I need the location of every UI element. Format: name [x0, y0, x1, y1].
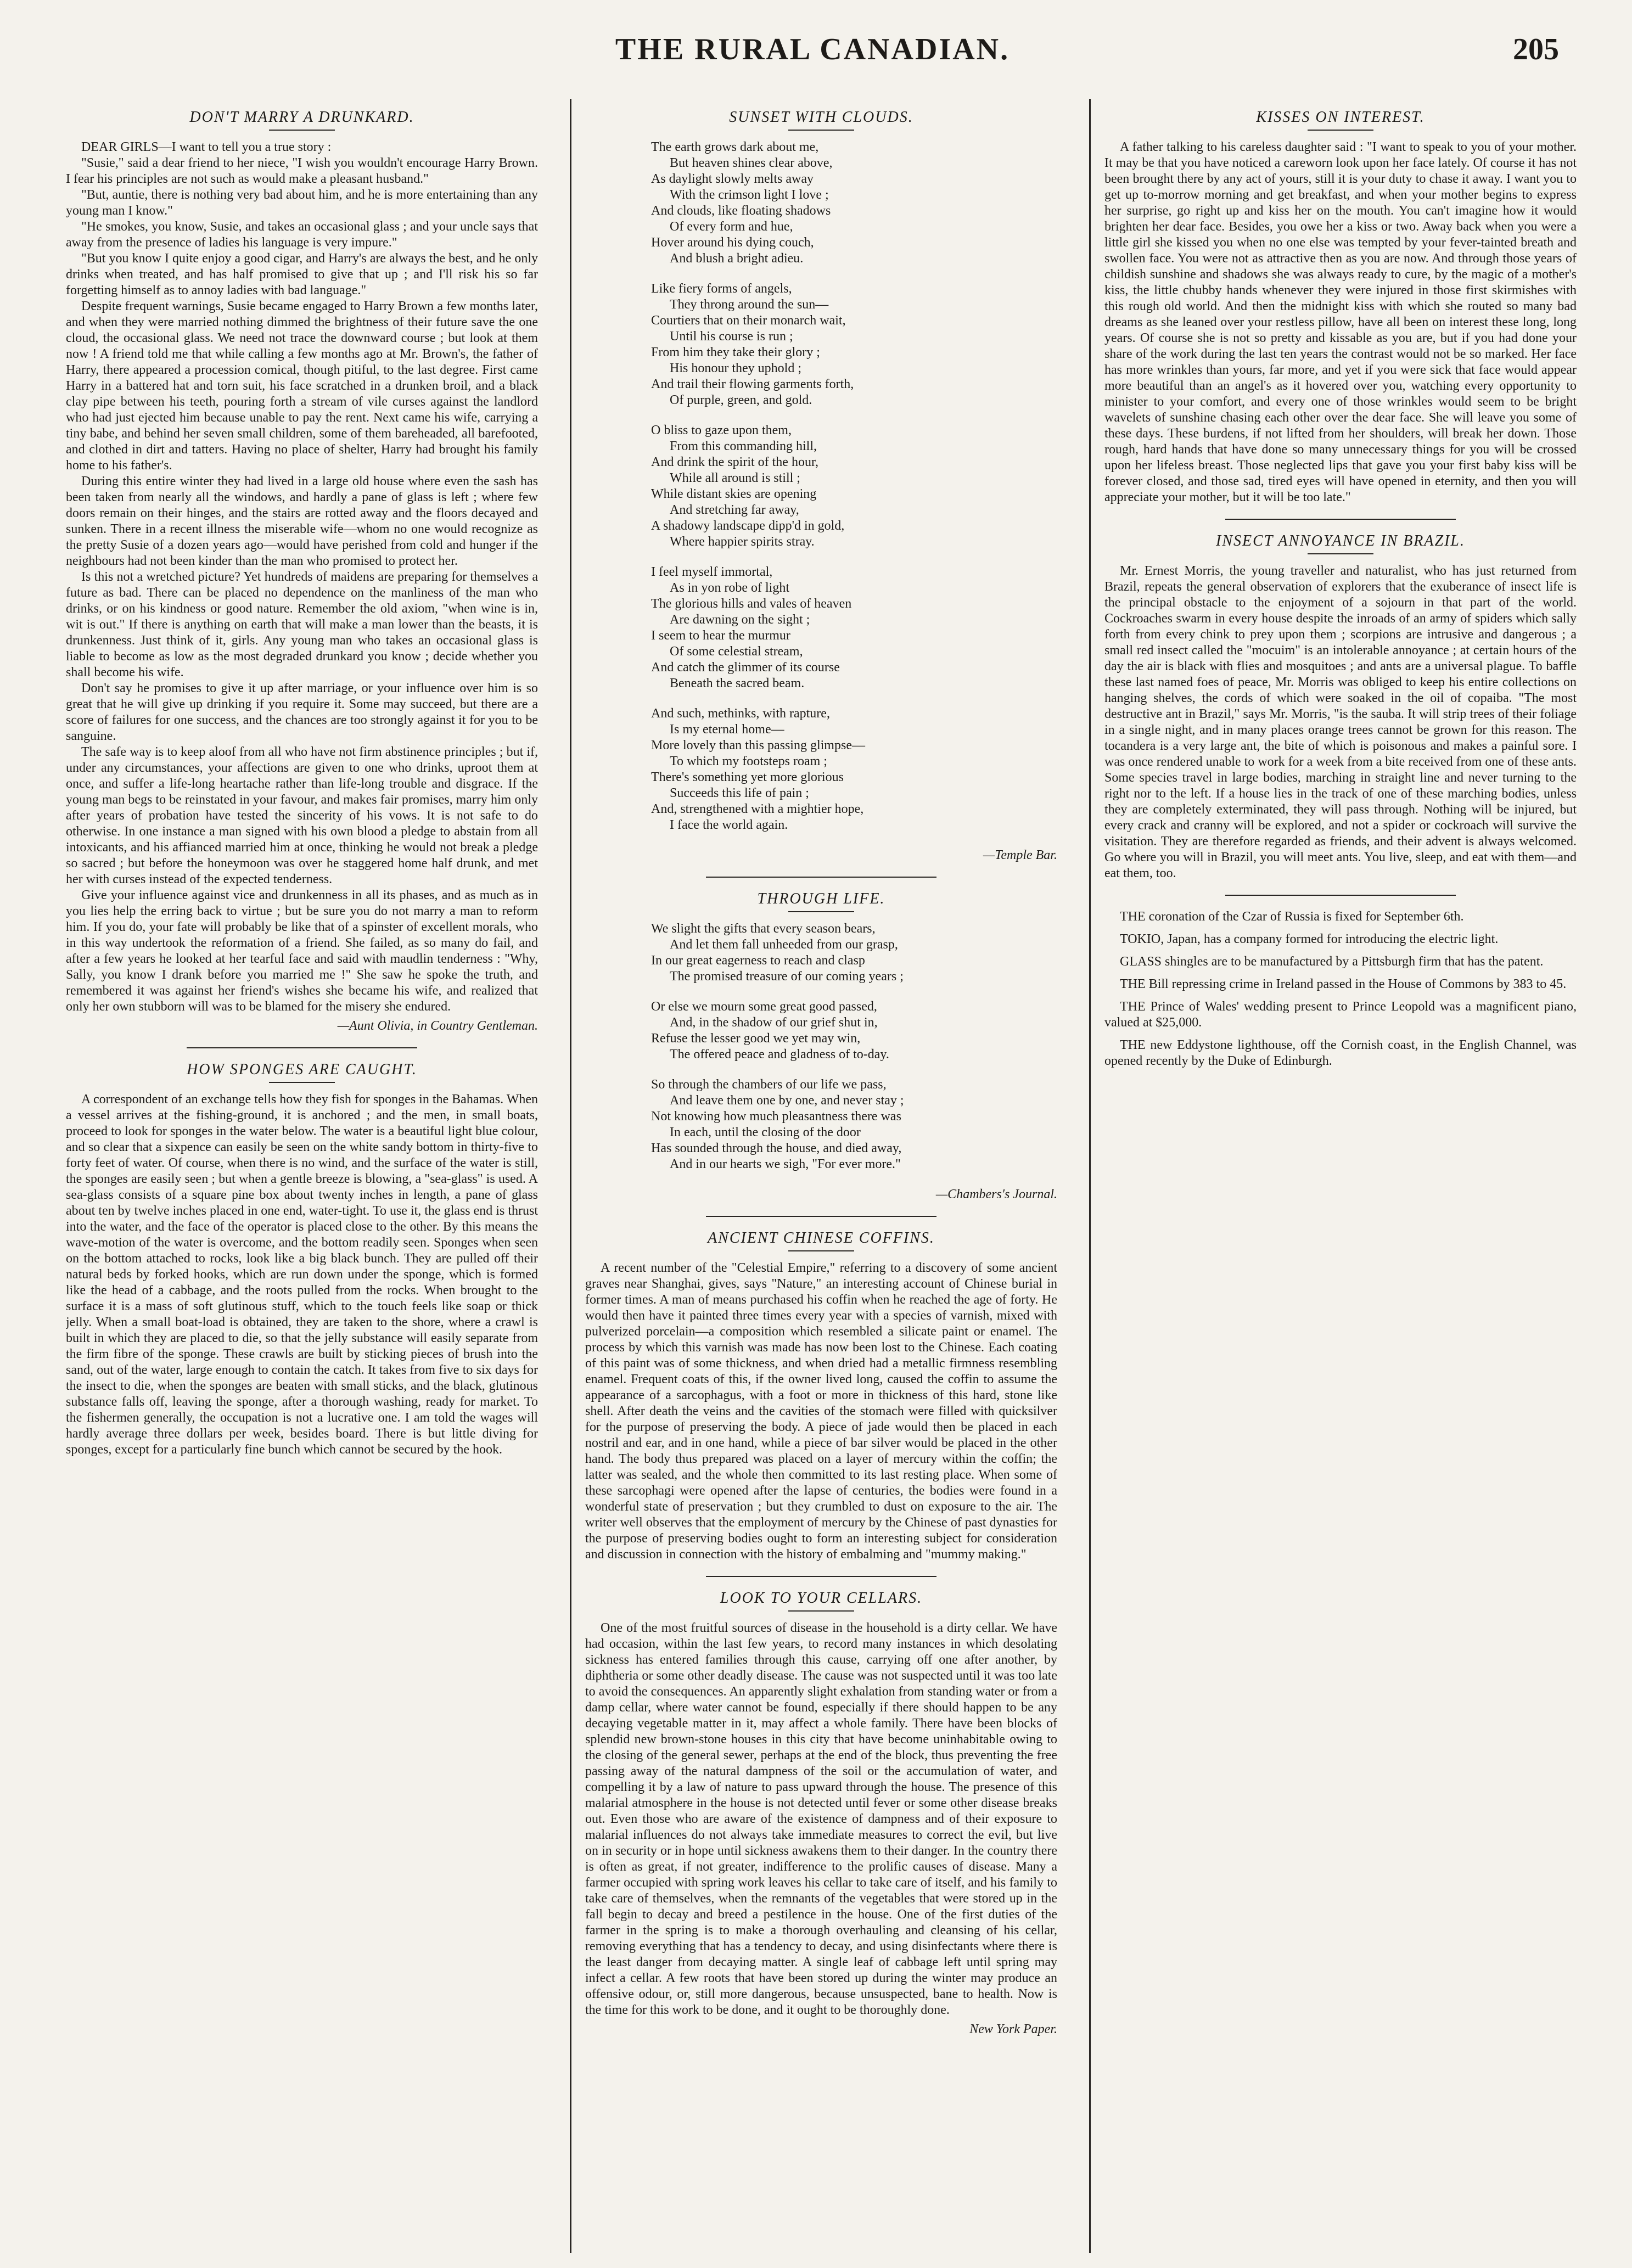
- column-rule: [1089, 99, 1091, 2253]
- poem-line: And stretching far away,: [670, 503, 799, 517]
- poem-line: More lovely than this passing glimpse—: [651, 738, 865, 753]
- paragraph: "But, auntie, there is nothing very bad about him, and he is more entertaining than any young man I know.": [66, 188, 538, 218]
- paragraph: Despite frequent warnings, Susie became engaged to Harry Brown a few months later, and when they were married nothing dimmed the brightness of their future save the one cloud, the occasional glass. We need not trace the downward course ; but look at them now ! A friend told me that while calling a few months ago at Mr. Brown's, the father of Harry, there appeared a procession comical, though pitiful, to the last degree. First came Harry in a battered hat and torn suit, his face scratched in a drunken broil, and a black clay pipe between his teeth, pouring forth a stream of vile curses against the landlord who had just ejected him because unable to pay the rent. Next came his wife, carrying a tiny babe, and behind her seven small children, some of them bareheaded, all barefooted, and clothed in dirt and tatters. Having no place of shelter, Harry had brought his family home to his father's.: [66, 299, 538, 473]
- poem-line: Until his course is run ;: [670, 329, 793, 344]
- divider: [788, 130, 854, 131]
- poem-line: While all around is still ;: [670, 471, 800, 485]
- poem-line: There's something yet more glorious: [651, 770, 844, 784]
- source-credit: —Chambers's Journal.: [935, 1187, 1057, 1202]
- article-title: THROUGH LIFE.: [757, 890, 885, 907]
- poem-line: And clouds, like floating shadows: [651, 204, 831, 218]
- poem-line: And leave them one by one, and never stay ;: [670, 1093, 904, 1108]
- divider: [706, 877, 936, 878]
- paragraph: A recent number of the "Celestial Empire," referring to a discovery of some ancient graves near Shanghai, gives, says "Nature," an interesting account of Chinese burial in former times. A man of means purchased his coffin when he reached the age of forty. He would then have it painted three times every year with a species of varnish, mixed with pulverized porcelain—a composition which resembled a silicate paint or enamel. The process by which this varnish was made has now been lost to the Chinese. Each coating of this paint was of some thickness, and when dried had a metallic firmness resembling enamel. Frequent coats of this, if the owner lived long, caused the coffin to assume the appearance of a sarcophagus, with a foot or more in thickness of this hard, stone like shell. After death the veins and the cavities of the stomach were filled with quicksilver for the purpose of preserving the body. A piece of jade would then be placed in each nostril and ear, and in one hand, while a piece of bar silver would be placed in the other hand. The body thus prepared was placed on a layer of mercury within the coffin; the latter was sealed, and the whole then committed to its last resting place. When some of these sarcophagi were opened after the lapse of centuries, the bodies were found in a wonderful state of preservation ; but they crumbled to dust on exposure to the air. The writer well observes that the employment of mercury by the Chinese of past dynasties for the purpose of preserving bodies ought to form an interesting subject for consideration and discussion in connection with the history of embalming and "mummy making.": [585, 1261, 1057, 1562]
- poem: [585, 139, 1057, 833]
- poem-line: And in our hearts we sigh, "For ever more.": [670, 1157, 901, 1171]
- poem-line: As daylight slowly melts away: [651, 172, 814, 186]
- paragraph: "He smokes, you know, Susie, and takes an occasional glass ; and your uncle says that away from the presence of ladies his language is very impure.": [66, 220, 538, 250]
- poem-line: A shadowy landscape dipp'd in gold,: [651, 519, 845, 533]
- divider: [269, 1082, 335, 1083]
- news-note: GLASS shingles are to be manufactured by a Pittsburgh firm that has the patent.: [1120, 955, 1544, 969]
- poem-line: They throng around the sun—: [670, 297, 829, 312]
- poem-line: His honour they uphold ;: [670, 361, 801, 375]
- paragraph: During this entire winter they had lived in a large old house where even the sash has been taken from nearly all the windows, and hardly a pane of glass is left ; where few doors remain on their hinges, and the stairs are rotted away and the floors decayed and sunken. There in a recent illness the miserable wife—whom no one would recognize as the pretty Susie of a dozen years ago—would have perished from cold and hunger if the neighbours had not been kinder than the man who promised to protect her.: [66, 474, 538, 568]
- poem-line: Refuse the lesser good we yet may win,: [651, 1031, 861, 1046]
- poem-stanza: [585, 423, 1057, 550]
- paragraph: Don't say he promises to give it up after marriage, or your influence over him is so great that he will give up drinking if you require it. Some may succeed, but there are a score of failures for one success, and the chances are too strongly against it for you to be sanguine.: [66, 681, 538, 743]
- poem-line: And such, methinks, with rapture,: [651, 706, 830, 721]
- poem-stanza: [585, 139, 1057, 267]
- paragraph: One of the most fruitful sources of disease in the household is a dirty cellar. We have had occasion, within the last few years, to record many instances in which desolating sickness has entered families through this cause, carrying off one after another, by diphtheria or some other deadly disease. The cause was not suspected until it was too late to avoid the consequences. An apparently slight exhalation from standing water or from a damp cellar, where water cannot be found, especially if there should happen to be any decaying vegetable matter in it, may affect a whole family. There have been blocks of splendid new brown-stone houses in this city that have become uninhabitable owing to the closing of the general sewer, perhaps at the end of the block, thus preventing the free passing away of the natural dampness of the soil or the accumulation of water, and compelling it by a law of nature to pass upward through the house. The presence of this malarial atmosphere in the house is not detected until fever or some other disease breaks out. Even those who are aware of the existence of dampness and of their exposure to malarial influences do not always take immediate measures to correct the evil, but live on in security or in hope until sickness awakens them to their danger. In the country there is often as great, if not greater, indifference to the prolific causes of disease. Many a farmer occupied with spring work leaves his cellar to take care of itself, and his family to take care of themselves, when the remnants of the vegetables that were stored up in the fall begin to decay and breed a pestilence in the house. One of the first duties of the farmer in the spring is to make a thorough overhauling and cleansing of his cellar, removing everything that has a tendency to decay, and using disinfectants where there is the least danger from decaying matter. A single leaf of cabbage left until spring may infect a cellar. A few roots that have been stored up during the winter may produce an offensive odour, or, still more dangerous, because unsuspected, bane to health. Now is the time for this work to be done, and it ought to be thoroughly done.: [585, 1621, 1057, 2017]
- poem-line: Courtiers that on their monarch wait,: [651, 313, 846, 328]
- article-title: KISSES ON INTEREST.: [1256, 109, 1425, 126]
- poem-line: And catch the glimmer of its course: [651, 660, 840, 675]
- poem-line: And drink the spirit of the hour,: [651, 455, 818, 469]
- paragraph: A father talking to his careless daughter said : "I want to speak to you of your mother. It may be that you have noticed a careworn look upon her face lately. Of course it has not been brought there by any act of yours, still it is your duty to chase it away. I want you to get up to-morrow morning and get breakfast, and when your mother begins to express her surprise, go right up and kiss her on the mouth. You can't imagine how it would brighten her dear face. Besides, you owe her a kiss or two. Away back when you were a little girl she kissed you when no one else was tempted by your fever-tainted breath and swollen face. You were not as attractive then as you are now. And through those years of childish sunshine and shadows she was always ready to cure, by the magic of a mother's kiss, the little chubby hands whenever they were injured in those first skirmishes with this rough old world. And then the midnight kiss with which she routed so many bad dreams as she leaned over your restless pillow, have all been on interest these long, long years. Of course she is not so pretty and kissable as you are, but if you had done your share of the work during the last ten years the contrast would not be so marked. Her face has more wrinkles than yours, far more, and yet if you were sick that face would appear more beautiful than an angel's as it hovered over you, watching every opportunity to minister to your comfort, and every one of those wrinkles would seem to be bright wavelets of sunshine chasing each other over the dear face. She will leave you some of these days. These burdens, if not lifted from her shoulders, will break her down. Those rough, hard hands that have done so many unnecessary things for you will be crossed upon her lifeless breast. Those neglected lips that gave you your first baby kiss will be forever closed, and those sad, tired eyes will have opened in eternity, and then you will appreciate your mother, but it will be too late.": [1104, 140, 1577, 504]
- divider: [706, 1216, 936, 1217]
- poem-line: And trail their flowing garments forth,: [651, 377, 854, 391]
- poem-line: O bliss to gaze upon them,: [651, 423, 792, 437]
- poem-line: While distant skies are opening: [651, 487, 817, 501]
- poem-line: The earth grows dark about me,: [651, 140, 819, 154]
- poem-line: Is my eternal home—: [670, 722, 784, 737]
- poem-stanza: [585, 999, 1057, 1063]
- divider: [187, 1047, 417, 1048]
- article-title: ANCIENT CHINESE COFFINS.: [708, 1230, 935, 1247]
- article-title: SUNSET WITH CLOUDS.: [729, 109, 913, 126]
- poem-line: From him they take their glory ;: [651, 345, 820, 360]
- news-note: THE new Eddystone lighthouse, off the Cornish coast, in the English Channel, was opened recently by the Duke of Edinburgh.: [1104, 1038, 1577, 1068]
- poem-line: We slight the gifts that every season bears,: [651, 922, 876, 936]
- poem-stanza: [585, 706, 1057, 833]
- divider: [706, 1576, 936, 1577]
- page-header: [66, 22, 1559, 93]
- poem-line: Succeeds this life of pain ;: [670, 786, 809, 800]
- poem-line: Not knowing how much pleasantness there was: [651, 1109, 901, 1124]
- poem-line: Beneath the sacred beam.: [670, 676, 805, 690]
- column-1: [66, 102, 538, 2253]
- poem-line: In our great eagerness to reach and clasp: [651, 953, 865, 968]
- divider: [269, 130, 335, 131]
- masthead: THE RURAL CANADIAN.: [615, 32, 1010, 66]
- poem-line: Has sounded through the house, and died away,: [651, 1141, 902, 1155]
- paragraph: Give your influence against vice and drunkenness in all its phases, and as much as in you lies help the erring back to virtue ; but be sure you do not marry a man to reform him. If you do, your fate will probably be like that of a spinster of excellent morals, who in this way undertook the reformation of a friend. She failed, as so many do fail, and after a few years he looked at her tearful face and said with maudlin tenderness : "Why, Sally, you know I drank before you married me !" She saw he spoke the truth, and remembered it was against her friend's wishes she became his wife, and realized that only her own stubborn will was to be blamed for the misery she endured.: [66, 888, 538, 1014]
- poem-line: From this commanding hill,: [670, 439, 817, 453]
- divider: [788, 1610, 854, 1612]
- poem-line: Of some celestial stream,: [670, 644, 803, 659]
- poem-line: Of purple, green, and gold.: [670, 393, 812, 407]
- column-3: [1104, 102, 1577, 2253]
- divider: [1225, 519, 1456, 520]
- divider: [788, 911, 854, 912]
- column-rule: [570, 99, 571, 2253]
- paragraph: DEAR GIRLS—I want to tell you a true story :: [81, 140, 332, 154]
- poem-line: The glorious hills and vales of heaven: [651, 597, 852, 611]
- paragraph: "But you know I quite enjoy a good cigar, and Harry's are always the best, and he only drinks when treated, and has half promised to give that up ; and I'll risk his so far forgetting himself as to annoy ladies with bad language.": [66, 251, 538, 297]
- poem-stanza: [585, 564, 1057, 692]
- paragraph: Is this not a wretched picture? Yet hundreds of maidens are preparing for themselves a future as bad. There can be placed no dependence on the manliness of the man who drinks, or on his kindness or good nature. Remember the old axiom, "when wine is in, wit is out." If there is anything on earth that will make a man lower than the beasts, it is drunkenness. Just think of it, girls. Any young man who takes an occasional glass is liable to become as low as the most degraded drunkard you know ; decide whether you shall become his wife.: [66, 570, 538, 680]
- poem-line: So through the chambers of our life we pass,: [651, 1077, 887, 1092]
- poem-line: Where happier spirits stray.: [670, 535, 815, 549]
- poem-line: As in yon robe of light: [670, 581, 789, 595]
- article-title: LOOK TO YOUR CELLARS.: [720, 1590, 923, 1607]
- paragraph: The safe way is to keep aloof from all who have not firm abstinence principles ; but if, under any circumstances, your affections are given to one who drinks, uproot them at once, and suffer a life-long heartache rather than life-long trouble and disgrace. If the young man begs to be reinstated in your favour, and makes fair promises, marry him only after years of probation have tested the sincerity of his vows. It is not safe to do otherwise. In one instance a man signed with his own blood a pledge to abstain from all intoxicants, and his affianced married him at once, thinking he would not break a pledge so sacred ; but before the honeymoon was over he staggered home half drunk, and met her with curses instead of the expected tenderness.: [66, 745, 538, 886]
- poem-stanza: [585, 921, 1057, 985]
- poem-line: Are dawning on the sight ;: [670, 613, 810, 627]
- divider: [788, 1250, 854, 1251]
- poem-line: To which my footsteps roam ;: [670, 754, 827, 768]
- poem-line: Like fiery forms of angels,: [651, 282, 792, 296]
- source-credit: —Temple Bar.: [983, 848, 1057, 862]
- source-credit: —Aunt Olivia, in Country Gentleman.: [337, 1019, 538, 1033]
- poem-line: The offered peace and gladness of to-day.: [670, 1047, 889, 1062]
- column-2: [585, 102, 1057, 2253]
- poem: [585, 921, 1057, 1172]
- poem-line: In each, until the closing of the door: [670, 1125, 861, 1139]
- source-credit: New York Paper.: [969, 2022, 1057, 2036]
- news-note: TOKIO, Japan, has a company formed for introducing the electric light.: [1120, 932, 1499, 946]
- article-title: HOW SPONGES ARE CAUGHT.: [187, 1061, 417, 1078]
- poem-line: With the crimson light I love ;: [670, 188, 829, 202]
- poem-line: But heaven shines clear above,: [670, 156, 833, 170]
- poem-line: Or else we mourn some great good passed,: [651, 1000, 877, 1014]
- poem-stanza: [585, 281, 1057, 408]
- poem-line: And let them fall unheeded from our grasp,: [670, 937, 898, 952]
- poem-line: Of every form and hue,: [670, 220, 793, 234]
- article-title: INSECT ANNOYANCE IN BRAZIL.: [1216, 532, 1465, 549]
- poem-line: And, in the shadow of our grief shut in,: [670, 1015, 878, 1030]
- poem-line: I face the world again.: [670, 818, 788, 832]
- poem-line: And blush a bright adieu.: [670, 251, 804, 266]
- news-note: THE coronation of the Czar of Russia is fixed for September 6th.: [1120, 910, 1464, 924]
- poem-line: And, strengthened with a mightier hope,: [651, 802, 864, 816]
- poem-line: The promised treasure of our coming years ;: [670, 969, 904, 984]
- divider: [1308, 553, 1373, 554]
- paragraph: "Susie," said a dear friend to her niece, "I wish you wouldn't encourage Harry Brown. I fear his principles are not such as would make a pleasant husband.": [66, 156, 538, 186]
- poem-stanza: [585, 1077, 1057, 1172]
- page-number: 205: [1513, 32, 1559, 66]
- poem-line: I seem to hear the murmur: [651, 628, 790, 643]
- news-note: THE Prince of Wales' wedding present to Prince Leopold was a magnificent piano, valued at $25,000.: [1104, 1000, 1577, 1030]
- divider: [1225, 895, 1456, 896]
- paragraph: A correspondent of an exchange tells how they fish for sponges in the Bahamas. When a vessel arrives at the fishing-ground, it is anchored ; and the men, in small boats, proceed to look for sponges in the water below. The water is a beautiful light blue colour, and so clear that a sixpence can easily be seen on the white sandy bottom in thirty-five to forty feet of water. Of course, when there is no wind, and the surface of the water is still, the sponges are easily seen ; but when a gentle breeze is blowing, a "sea-glass" is used. A sea-glass consists of a square pine box about twenty inches in length, a pane of glass about ten by twelve inches placed in one end, water-tight. To use it, the glass end is thrust into the water, and the face of the operator is placed close to the other. By this means the wave-motion of the water is overcome, and the bottom readily seen. Sponges when seen on the bottom attached to rocks, look like a big black bunch. They are pulled off their natural beds by forked hooks, which are run down under the sponge, which is formed like the head of a cabbage, and the roots pulled from the rocks. When brought to the surface it is a mass of soft glutinous stuff, which to the touch feels like soap or thick jelly. When a small boat-load is obtained, they are taken to the shore, where a crawl is built in which they are placed to die, so that the jelly substance will easily separate from the firm fibre of the sponge. These crawls are built by sticking pieces of brush into the sand, out of the water, large enough to contain the catch. It takes from five to six days for the insect to die, when the sponges are beaten with small sticks, and the black, glutinous substance falls off, leaving the sponge, after a thorough washing, ready for market. To the fishermen generally, the occupation is not a lucrative one. I am told the wages will hardly average three dollars per week, besides board. There is but little diving for sponges, except for a particularly fine bunch which cannot be secured by the hook.: [66, 1092, 538, 1457]
- poem-line: I feel myself immortal,: [651, 565, 773, 579]
- article-title: DON'T MARRY A DRUNKARD.: [189, 109, 414, 126]
- paragraph: Mr. Ernest Morris, the young traveller and naturalist, who has just returned from Brazil, repeats the general observation of explorers that the exuberance of insect life is the principal obstacle to the enjoyment of a sojourn in that part of the world. Cockroaches swarm in every house despite the inroads of an army of spiders which sally forth from every chink to prey upon them ; scorpions are intrusive and dangerous ; a small red insect called the "mocuim" is an intolerable annoyance ; at certain hours of the day the air is black with flies and mosquitoes ; and ants are a universal plague. To baffle these last named foes of peace, Mr. Morris was obliged to keep his entire collections on hanging shelves, the cords of which were soaked in the oil of copaiba. "The most destructive ant in Brazil," says Mr. Morris, "is the sauba. It will strip trees of their foliage in a single night, and in many places orange trees cannot be grown for this reason. The tocandera is a very large ant, the bite of which is poisonous and makes a painful sore. I was once rendered unable to work for a week from a bite received from one of these ants. Some species travel in large bodies, marching in straight line and never turning to the right nor to the left. If a house lies in the track of one of these marching bodies, unless they are completely exterminated, they will pass through. Nothing will be injured, but every crack and cranny will be explored, and not a spider or cockroach will survive the visitation. They are therefore regarded as friends, and their advent is always welcomed. Go where you will in Brazil, you will meet ants. You live, sleep, and eat with them—and eat them, too.: [1104, 564, 1577, 880]
- news-note: THE Bill repressing crime in Ireland passed in the House of Commons by 383 to 45.: [1120, 977, 1567, 991]
- poem-line: Hover around his dying couch,: [651, 235, 814, 250]
- divider: [1308, 130, 1373, 131]
